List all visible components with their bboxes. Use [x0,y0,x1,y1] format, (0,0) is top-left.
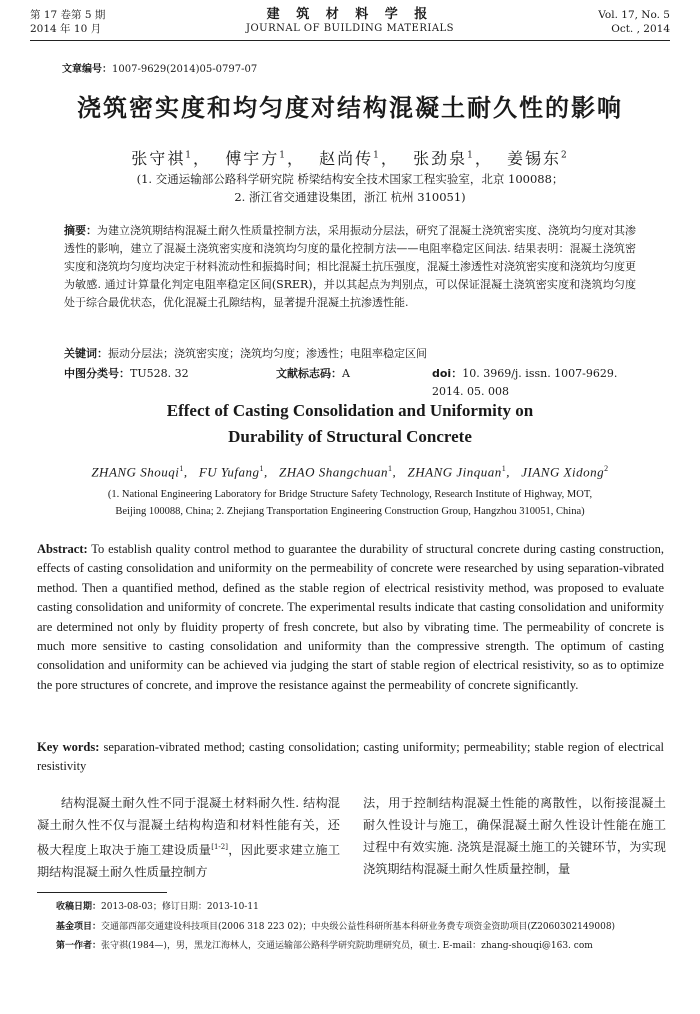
affiliation-line: (1. 交通运输部公路科学研究院 桥梁结构安全技术国家工程实验室，北京 100088； [136,172,564,186]
author-cn: 傅宇方 [225,149,280,168]
date-cn: 2014 年 10 月 [30,23,102,35]
article-number-value: 1007-9629(2014)05-0797-07 [112,64,258,75]
footnote-dates [56,901,670,913]
volume-cn: 第 17 卷第 5 期 [30,9,106,21]
body-text: 结构混凝土耐久性不同于混凝土材料耐久性. 结构混凝土耐久性不仅与混凝土结构构造和材料性能有关，还极大程度上取决于施工建设质量 [37,796,340,858]
affiliation-line: Beijing 100088, China; 2. Zhejiang Transportation Engineering Construction Group, Hangzhou 310051, China) [115,506,585,517]
author-sup: 2 [604,464,609,473]
doc-value: A [342,367,350,380]
journal-name-en: JOURNAL OF BUILDING MATERIALS [245,23,455,34]
clc-value: TU528. 32 [130,367,189,380]
author-sup: 1 [279,150,287,161]
article-number [62,60,257,75]
title-en [30,398,670,450]
keywords-en-label: Key words: [37,740,100,754]
abstract-en-text: To establish quality control method to guarantee the durability of structural concrete during casting construction, effects of casting consolidation and uniformity on the permeability of concrete were researched by using separation-vibrated method. Then a quantified method, defined as the stable region of electrical resistivity method, was proposed to evaluate casting consolidation and uniformity of concrete. The experimental results indicate that casting consolidation and uniformity are determined not only by fluidity property of fresh concrete, but also by vibrating time. The permeability of concrete is much more sensitive to casting consolidation and uniformity than the compressive strength. The optimum of casting consolidation and uniformity can be achieved via judging the start of stable region of electrical resistivity, so as to optimize the pore structures of concrete, and improve the resistance against the permeability of concrete significantly. [37,542,665,692]
footnote-fund [56,921,670,933]
author-cn: 姜锡东 [507,149,562,168]
author-sup: 1 [388,464,393,473]
title-en-line: Durability of Structural Concrete [228,427,472,446]
doc-label: 文献标志码： [276,367,342,380]
author-en: ZHANG Jinquan [407,464,502,480]
footnote-label: 第一作者： [56,941,102,951]
footnote-label: 收稿日期： [56,902,102,912]
keywords-cn-label: 关键词： [64,347,108,360]
running-header [30,8,670,42]
title-cn: 浇筑密实度和均匀度对结构混凝土耐久性的影响 [77,94,623,122]
author-en: ZHAO Shangchuan [279,464,389,480]
authors-en: ZHANG Shouqi$^1$, FU Yufang$^1$, ZHAO Shangchuan$^1$, ZHANG Jinquan$^1$, JIANG Xidong$^2$ [91,464,609,480]
volume-en: Vol. 17, No. 5 [598,9,670,21]
footnote-label: 基金项目： [56,922,102,932]
author-sup: 1 [373,150,381,161]
author-sup: 1 [179,464,184,473]
author-en: JIANG Xidong [521,464,605,480]
footnote-text: 2013-08-03；修订日期：2013-10-11 [101,902,259,912]
body-column-right [363,792,666,880]
abstract-cn [64,222,636,312]
affiliations-cn [30,170,670,206]
keywords-en [37,738,664,777]
author-sup: 1 [185,150,193,161]
author-cn: 张劲泉 [413,149,468,168]
citation: [1-2] [211,843,228,851]
affiliation-line: (1. National Engineering Laboratory for Bridge Structure Safety Technology, Research Institute of Highway, MOT, [107,489,593,500]
abstract-cn-label: 摘要： [64,224,97,237]
footnote-text: 交通部西部交通建设科技项目(2006 318 223 02)；中央级公益性科研所基本科研业务费专项资金资助项目(Z2060302149008) [101,922,616,932]
date-en: Oct. , 2014 [611,23,670,35]
keywords-en-text: separation-vibrated method; casting consolidation; casting uniformity; permeability; stable region of electrical resistivity [37,740,664,774]
header-divider [30,40,670,41]
doi-value: 10. 3969/j. issn. 1007-9629. 2014. 05. 008 [432,367,618,398]
author-sup: 1 [259,464,265,473]
clc-code [64,367,189,380]
author-sup: 1 [467,150,475,161]
author-sup: 2 [561,150,569,161]
author-cn: 张守祺 [131,149,186,168]
doi-label: doi： [432,367,463,380]
abstract-en-label: Abstract: [37,542,88,556]
journal-name-cn: 建 筑 材 料 学 报 [266,7,434,22]
keywords-cn-text: 振动分层法；浇筑密实度；浇筑均匀度；渗透性；电阻率稳定区间 [108,347,427,360]
author-sup: 1 [501,464,507,473]
affiliation-line: 2. 浙江省交通建设集团，浙江 杭州 310051) [234,190,466,204]
doi [432,365,636,401]
body-column-left [37,792,340,883]
authors-cn: 张守祺$^1$， 傅宇方$^1$， 赵尚传$^1$， 张劲泉$^1$， 姜锡东$^2$ [131,149,569,168]
article-number-label: 文章编号： [62,64,112,75]
author-cn: 赵尚传 [319,149,374,168]
footnote-author [56,940,670,952]
classification-line [64,365,636,398]
abstract-en [37,540,664,695]
footnote-text: 张守祺(1984—)，男，黑龙江海林人，交通运输部公路科学研究院助理研究员，硕士. E-mail：zhang-shouqi@163. com [101,941,593,951]
body-text: ，因此要求建立施工期结构混凝土耐久性质量控制方 [37,843,341,880]
clc-label: 中图分类号： [64,367,130,380]
affiliations-en [50,486,650,520]
author-en: ZHANG Shouqi [91,464,180,480]
keywords-cn [64,345,636,363]
abstract-cn-text: 为建立浇筑期结构混凝土耐久性质量控制方法，采用振动分层法，研究了混凝土浇筑密实度、浇筑均匀度对其渗透性的影响，建立了混凝土浇筑密实度和浇筑均匀度的量化控制方法——电阻率稳定区间法. 结果表明：混凝土浇筑密实度和浇筑均匀度均决定于材料流动性和振捣时间；相比混凝土抗压强度，混凝土渗透性对浇筑密实度和浇筑均匀度更为敏感. 通过计算量化判定电阻率稳定区间(SRER)，并以其起点为判别点，可以保证混凝土浇筑密实度和浇筑均匀度处于综合最优状态，优化混凝土孔隙结构，显著提升混凝土抗渗透性能. [64,224,636,309]
author-en: FU Yufang [198,464,260,480]
doc-code [276,365,350,383]
header-center [30,8,670,36]
header-right [598,8,670,36]
title-en-line: Effect of Casting Consolidation and Uniformity on [166,401,534,420]
body-text: 法，用于控制结构混凝土性能的离散性，以衔接混凝土耐久性设计与施工，确保混凝土耐久性设计性能在施工过程中有效实施. 浇筑是混凝土施工的关键环节，为实现浇筑期结构混凝土耐久性质量控制，量 [363,796,666,876]
footnote-divider [37,892,167,893]
